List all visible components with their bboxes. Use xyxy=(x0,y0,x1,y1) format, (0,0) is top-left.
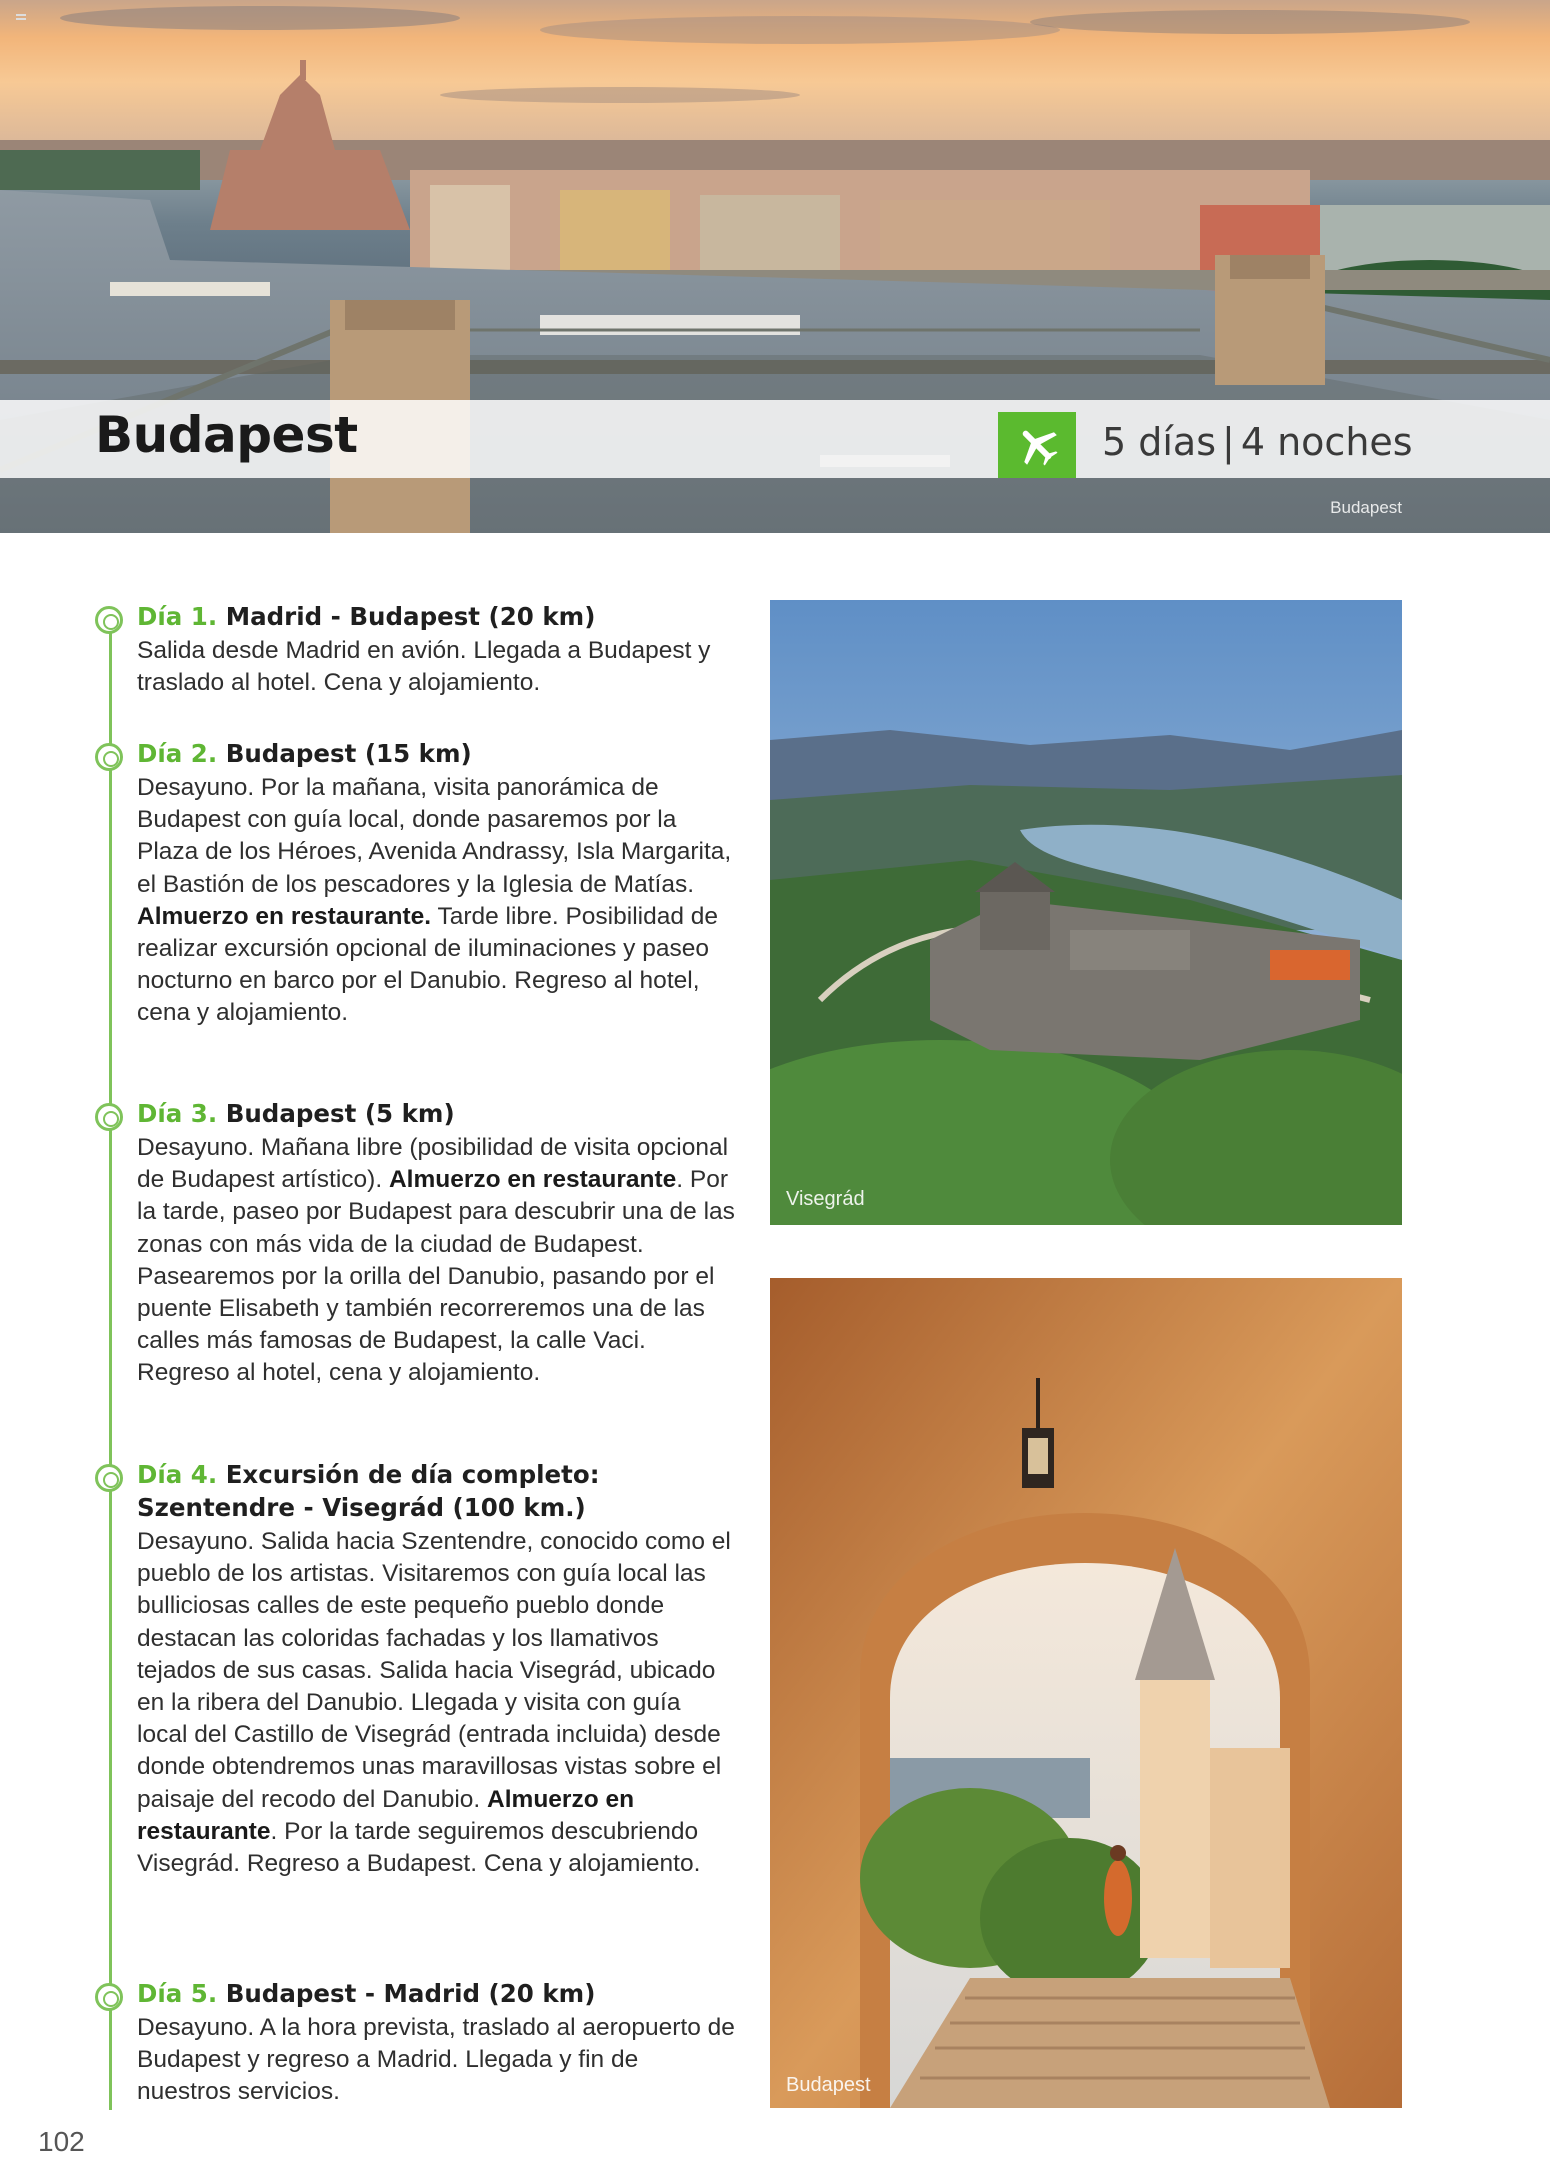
day-title: Excursión de día completo: Szentendre - Visegrád (100 km.) xyxy=(137,1460,600,1522)
fishermans-bastion-photo xyxy=(770,1278,1402,2108)
day-description xyxy=(137,772,735,1030)
day-text: Salida desde Madrid en avión. Llegada a Budapest y traslado al hotel. Cena y alojamiento. xyxy=(137,637,711,697)
day-item-2 xyxy=(95,737,735,1030)
day-heading xyxy=(137,600,735,633)
duration-days: 5 días xyxy=(1102,420,1217,464)
day-title: Budapest - Madrid (20 km) xyxy=(225,1979,596,2008)
day-description xyxy=(137,1132,735,1390)
day-heading xyxy=(137,1097,735,1130)
day-label: Día 2. xyxy=(137,739,218,768)
fishermans-bastion-image xyxy=(770,1278,1402,2108)
plane-icon-box xyxy=(998,412,1076,478)
day-heading xyxy=(137,1458,735,1524)
day-description xyxy=(137,2012,735,2109)
trip-duration xyxy=(1102,420,1413,464)
day-text-bold: Almuerzo en restaurante xyxy=(388,1166,677,1194)
day-item-1 xyxy=(95,600,735,699)
day-item-5 xyxy=(95,1977,735,2109)
day-label: Día 1. xyxy=(137,602,218,631)
day-text: Tarde libre. Posibilidad de realizar excursión opcional de iluminaciones y paseo nocturno en barco por el Danubio. Regreso al hotel, cena y alojamiento. xyxy=(137,902,719,1027)
visegrad-photo xyxy=(770,600,1402,1225)
day-text: Desayuno. Por la mañana, visita panorámica de Budapest con guía local, donde pasaremos por la Plaza de los Héroes, Avenida Andrassy, Isla Margarita, el Bastión de los pescadores y la Iglesia de Matías. xyxy=(137,774,732,898)
hero-photo-caption: Budapest xyxy=(1330,498,1402,517)
day-text: Desayuno. A la hora prevista, traslado al aeropuerto de Budapest y regreso a Madrid. Llegada y fin de nuestros servicios. xyxy=(137,2014,735,2106)
day-title: Budapest (5 km) xyxy=(225,1099,455,1128)
timeline-marker-icon xyxy=(95,1464,123,1492)
day-text: . Por la tarde seguiremos descubriendo Visegrád. Regreso a Budapest. Cena y alojamiento. xyxy=(137,1817,701,1878)
day-label: Día 4. xyxy=(137,1460,218,1489)
plane-icon xyxy=(1014,422,1060,468)
day-text: Desayuno. Mañana libre (posibilidad de visita opcional de Budapest artístico). xyxy=(137,1134,729,1194)
day-item-4 xyxy=(95,1458,735,1880)
page-number: 102 xyxy=(38,2126,85,2157)
day-heading xyxy=(137,1977,735,2010)
day-description xyxy=(137,1526,735,1880)
duration-nights: 4 noches xyxy=(1240,420,1413,464)
day-text-bold: Almuerzo en restaurante xyxy=(137,1785,635,1845)
day-item-3 xyxy=(95,1097,735,1390)
day-heading xyxy=(137,737,735,770)
photo-caption: Budapest xyxy=(786,2074,871,2096)
day-text: Desayuno. Salida hacia Szentendre, conocido como el pueblo de los artistas. Visitaremos con guía local las bulliciosas calles de este pequeño pueblo donde destacan las coloridas fachadas y los llamativos tejados de sus casas. Salida hacia Visegrád, ubicado en la ribera del Danubio. Llegada y visita con guía local del Castillo de Visegrád (entrada incluida) desde donde obtendremos unas maravillosas vistas sobre el paisaje del recodo del Danubio. xyxy=(137,1528,731,1813)
photo-caption: Visegrád xyxy=(786,1188,865,1210)
day-title: Madrid - Budapest (20 km) xyxy=(225,602,596,631)
timeline-marker-icon xyxy=(95,1103,123,1131)
duration-separator: | xyxy=(1222,420,1235,464)
timeline-marker-icon xyxy=(95,606,123,634)
day-text: . Por la tarde, paseo por Budapest para descubrir una de las zonas con más vida de la ciudad de Budapest. Pasearemos por la orilla del Danubio, pasando por el puente Elisabeth y también recorreremos una de las calles más famosas de Budapest, la calle Vaci. Regreso al hotel, cena y alojamiento. xyxy=(137,1166,735,1387)
day-text-bold: Almuerzo en restaurante. xyxy=(137,902,432,930)
timeline-marker-icon xyxy=(95,1983,123,2011)
day-title: Budapest (15 km) xyxy=(225,739,472,768)
page-title: Budapest xyxy=(95,406,358,464)
timeline-marker-icon xyxy=(95,743,123,771)
hero-banner xyxy=(0,0,1550,533)
day-description xyxy=(137,635,735,699)
day-label: Día 5. xyxy=(137,1979,218,2008)
visegrad-castle-image xyxy=(770,600,1402,1225)
corner-mark xyxy=(16,14,26,20)
day-label: Día 3. xyxy=(137,1099,218,1128)
